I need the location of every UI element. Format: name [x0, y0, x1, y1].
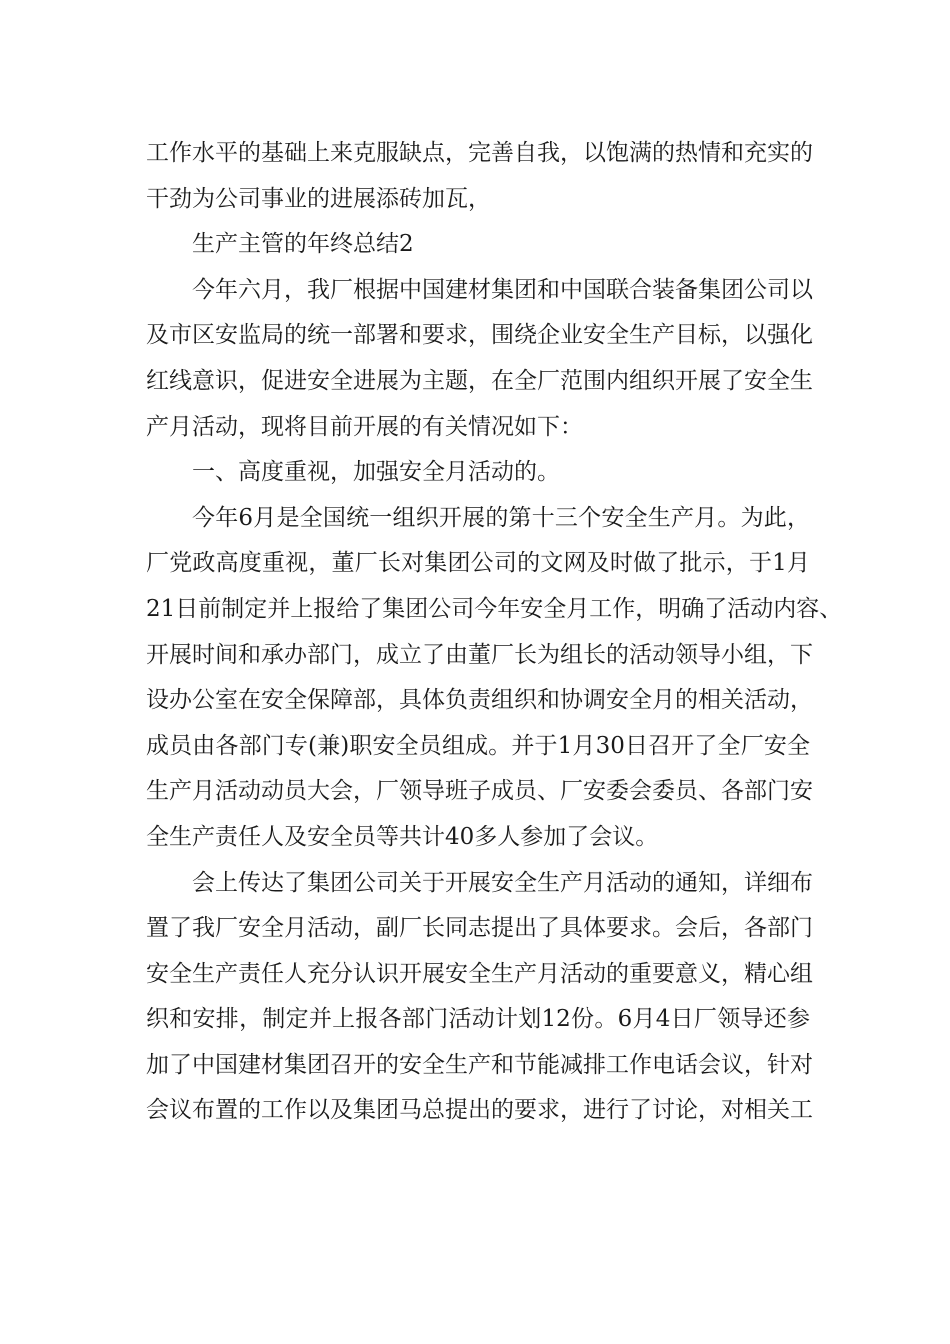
text-line: 置了我厂安全月活动，副厂长同志提出了具体要求。会后，各部门	[146, 915, 813, 942]
text-line: 安全生产责任人充分认识开展安全生产月活动的重要意义，精心组	[146, 960, 813, 987]
text-line: 会上传达了集团公司关于开展安全生产月活动的通知，详细布	[192, 869, 813, 896]
text-line: 设办公室在安全保障部，具体负责组织和协调安全月的相关活动，	[146, 687, 813, 714]
text-line: 红线意识，促进安全进展为主题，在全厂范围内组织开展了安全生	[146, 367, 813, 394]
text-line: 厂党政高度重视，董厂长对集团公司的文网及时做了批示，于1月	[146, 550, 810, 577]
text-line: 会议布置的工作以及集团马总提出的要求，进行了讨论，对相关工	[146, 1097, 813, 1124]
text-line: 产月活动，现将目前开展的有关情况如下：	[146, 413, 583, 440]
text-line: 工作水平的基础上来克服缺点，完善自我，以饱满的热情和充实的	[146, 140, 813, 166]
text-line: 今年6月是全国统一组织开展的第十三个安全生产月。为此，	[192, 504, 810, 531]
text-line: 21日前制定并上报给了集团公司今年安全月工作，明确了活动内容、	[146, 595, 843, 622]
text-line: 生产主管的年终总结2	[192, 231, 414, 258]
text-line: 成员由各部门专(兼)职安全员组成。并于1月30日召开了全厂安全	[146, 732, 810, 759]
text-line: 织和安排，制定并上报各部门活动计划12份。6月4日厂领导还参	[146, 1006, 810, 1033]
text-line: 今年六月，我厂根据中国建材集团和中国联合装备集团公司以	[192, 276, 813, 303]
text-line: 及市区安监局的统一部署和要求，围绕企业安全生产目标，以强化	[146, 322, 813, 349]
text-line: 一、高度重视，加强安全月活动的。	[192, 459, 560, 486]
text-line: 干劲为公司事业的进展添砖加瓦，	[146, 185, 491, 212]
text-line: 全生产责任人及安全员等共计40多人参加了会议。	[146, 823, 659, 850]
document-body	[146, 131, 843, 1134]
text-line: 开展时间和承办部门，成立了由董厂长为组长的活动领导小组，下	[146, 641, 813, 668]
text-line: 加了中国建材集团召开的安全生产和节能减排工作电话会议，针对	[146, 1051, 813, 1078]
text-line: 生产月活动动员大会，厂领导班子成员、厂安委会委员、各部门安	[146, 778, 813, 805]
